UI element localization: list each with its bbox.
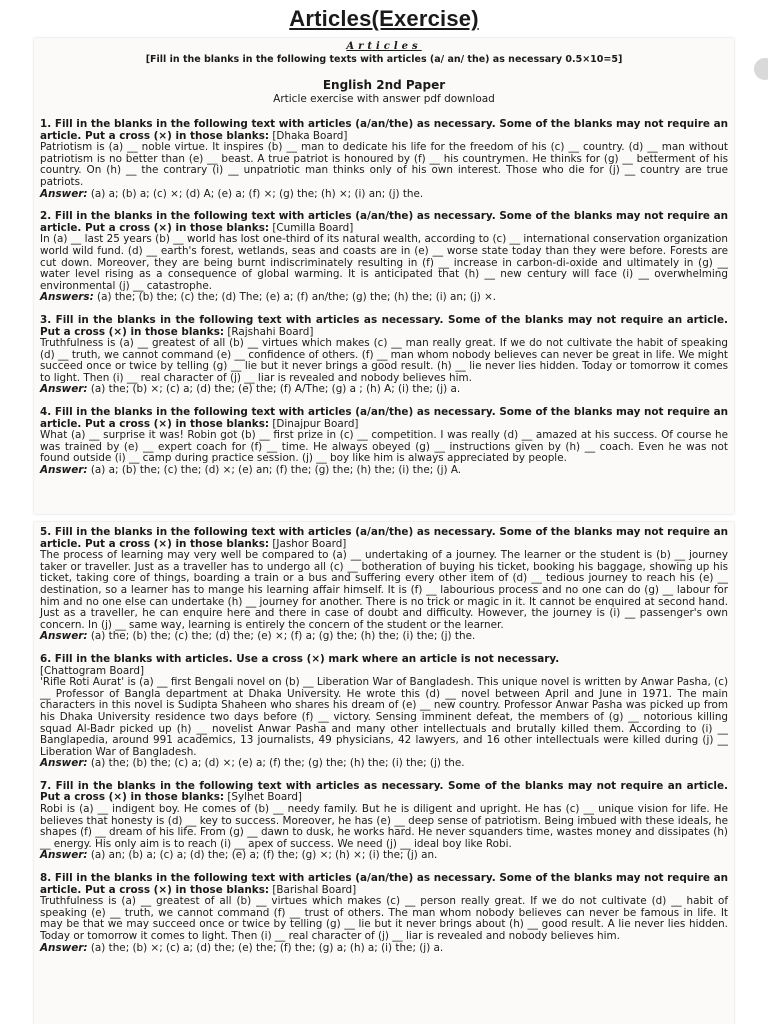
document-title: Articles(Exercise) [289, 6, 479, 31]
board-name: [Rajshahi Board] [224, 325, 314, 338]
board-name: [Sylhet Board] [224, 791, 302, 804]
exercise-4 [40, 407, 728, 477]
exercise-passage: Truthfulness is (a) __ greatest of all (b) __ virtues which makes (c) __ person really great. If we do not cultivate (d) __ habit of speaking (e) __ truth, we cannot command (f) __ trust of others. The man whom nobody believes can never be famous in life. It may be that we may succeed once or twice by telling (g) __ lie but it never brings about (h) __ good result. A lie never lies hidden. Today or tomorrow it comes to light. Then (i) __ real character of (j) __ liar is revealed and nobody believes him. [40, 895, 728, 942]
page-1 [34, 38, 734, 514]
answer-text: (a) a; (b) the; (c) the; (d) ×; (e) an; (f) the; (g) the; (h) the; (i) the; (j) A. [87, 464, 462, 477]
exercise-question: 1. Fill in the blanks in the following text with articles (a/an/the) as necessary. Some of the blanks may not require an article. Put a cross (×) in those blanks: [40, 118, 728, 142]
board-name: [Barishal Board] [269, 883, 357, 896]
exercise-question: 4. Fill in the blanks in the following text with articles (a/an/the) as necessary. Some of the blanks may not require an article. Put a cross (×) in those blanks: [40, 406, 728, 430]
answer-text: (a) the; (b) the; (c) the; (d) The; (e) a; (f) an/the; (g) the; (h) the; (i) an; (j) ×. [93, 291, 497, 304]
answer-text: (a) the; (b) ×; (c) a; (d) the; (e) the; (f) the; (g) a; (h) a; (i) the; (j) a. [87, 941, 444, 954]
board-name: [Cumilla Board] [269, 221, 354, 234]
paper-title: English 2nd Paper [322, 78, 446, 92]
exercise-passage: Robi is (a) __ indigent boy. He comes of (b) __ needy family. But he is diligent and upright. He has (c) __ unique vision for life. He believes that honesty is (d) __ key to success. Moreover, he has (e) __ deep sense of patriotism. Being imbued with these ideals, he shapes (f) __ dream of his life. From (g) __ dawn to dusk, he works hard. He never squanders time, wastes money and dissipates (h) __ energy. His only aim is to reach (i) __ apex of success. We need (j) __ ideal boy like Robi. [40, 803, 728, 850]
answer-text: (a) a; (b) a; (c) ×; (d) A; (e) a; (f) ×; (g) the; (h) ×; (i) an; (j) the. [87, 187, 424, 200]
exercise-passage: The process of learning may very well be compared to (a) __ undertaking of a journey. The learner or the student is (b) __ journey taker or traveller. Just as a traveller has to undergo all (c) __ botheration of buying his ticket, booking his baggage, showing up his ticket, taking core of things, boarding a train or a bus and suffering every other item of (d) __ tedious journey to reach his (e) __ destination, so a learner has to mange his learning affair himself. It is (f) __ labourious process and no one can do (g) __ labour for him and no one else can undertake (h) __ journey for another. There is no trick or magic in it. It cannot be enquired at second hand. Just as a traveller, he can enquire here and there in case of doubt and difficulty. However, the journey is (i) __ passenger's own concern. In (j) __ same way, learning is entirely the concern of the student or the learner. [40, 549, 728, 631]
board-name: [Jashor Board] [269, 537, 347, 550]
answer-label: Answer: [40, 464, 88, 477]
articles-heading: Articles [346, 41, 422, 52]
board-name: [Dinajpur Board] [269, 417, 359, 430]
exercise-passage: 'Rifle Roti Aurat' is (a) __ first Bengali novel on (b) __ Liberation War of Bangladesh. This unique novel is written by Anwar Pasha, (c) __ Professor of Bangla department at Dhaka University. He wrote this (d) __ novel between April and June in 1971. The main characters in this novel is Sudipta Shaheen who shares his dream of (e) __ new country. Professor Anwar Pasha was picked up from his Dhaka University residence two days before (f) __ victory. Sensing imminent defeat, the members of (g) __ notorious killing squad Al-Badr picked up (h) __ novelist Anwar Pasha and many other intellectuals and brutally killed them. According to (i) __ Banglapedia, around 991 academics, 13 journalists, 49 physicians, 42 lawyers, and 16 other intellectuals were killed during (j) __ Liberation War of Bangladesh. [40, 676, 728, 758]
exercise-5 [40, 527, 728, 643]
exercise-6 [40, 654, 728, 770]
exercise-question: 7. Fill in the blanks in the following text with articles as necessary. Some of the blanks may not require an article. Put a cross (×) in those blanks: [40, 779, 728, 804]
exercise-question: 8. Fill in the blanks in the following text with articles (a/an/the) as necessary. Some of the blanks may not require an article. Put a cross (×) in those blanks: [40, 872, 728, 896]
board-name: [Chattogram Board] [40, 664, 145, 677]
answer-label: Answer: [40, 383, 88, 396]
answer-label: Answers: [40, 291, 94, 304]
board-name: [Dhaka Board] [269, 129, 348, 142]
exercise-3 [40, 315, 728, 396]
exercise-passage: Patriotism is (a) __ noble virtue. It inspires (b) __ man to dedicate his life for the freedom of his (c) __ country. (d) __ man without patriotism is no better than (e) __ beast. A true patriot is honoured by (f) __ his countrymen. He thinks for (g) __ betterment of his country. On (h) __ the contrary (i) __ unpatriotic man thinks only of his own interest. Those who die for (j) __ country are true patriots. [40, 141, 728, 188]
exercise-2 [40, 211, 728, 304]
answer-text: (a) the; (b) the; (c) the; (d) the; (e) ×; (f) a; (g) the; (h) the; (i) the; (j) the. [87, 630, 476, 643]
scroll-indicator [754, 58, 768, 80]
worksheet-header [34, 38, 734, 105]
exercise-passage: In (a) __ last 25 years (b) __ world has lost one-third of its natural wealth, according to (c) __ international conservation organization world wild fund. (d) __ earth's forest, wetlands, seas and coasts are in (e) __ worse state today than they were before. Forests are cut down. Moreover, they are being burnt indiscriminately resulting in (f) __ increase in carbon-di-oxide and ultimately in (g) __ water level rising as a consequence of global warming. It is anticipated that (h) __ new century will face (i) __ overwhelming environmental (j) __ catastrophe. [40, 233, 728, 292]
exercise-passage: What (a) __ surprise it was! Robin got (b) __ first prize in (c) __ competition. I was really (d) __ amazed at his success. Of course he was trained by (e) __ expert coach for (f) __ time. He always obeyed (g) __ instructions given by (h) __ coach. Even he was not found outside (i) __ camp during practice session. (j) __ boy like him is always appreciated by people. [40, 429, 728, 465]
page-2 [34, 522, 734, 1024]
exercise-7 [40, 781, 728, 862]
answer-label: Answer: [40, 757, 88, 770]
answer-label: Answer: [40, 941, 88, 954]
answer-label: Answer: [40, 630, 88, 643]
exercise-1 [40, 119, 728, 200]
answer-text: (a) the; (b) the; (c) a; (d) ×; (e) a; (f) the; (g) the; (h) the; (i) the; (j) the. [87, 757, 465, 770]
answer-label: Answer: [40, 187, 88, 200]
exercise-8 [40, 873, 728, 954]
exercise-question: 2. Fill in the blanks in the following text with articles (a/an/the) as necessary. Some of the blanks may not require an article. Put a cross (×) in those blanks: [40, 210, 728, 234]
answer-text: (a) an; (b) a; (c) a; (d) the; (e) a; (f) the; (g) ×; (h) ×; (i) the; (j) an. [87, 849, 438, 862]
instruction-text: [Fill in the blanks in the following texts with articles (a/ an/ the) as necessary 0.5×10=5] [145, 54, 623, 65]
answer-label: Answer: [40, 849, 88, 862]
exercise-question: 6. Fill in the blanks with articles. Use a cross (×) mark where an article is not necessary. [40, 652, 560, 665]
answer-text: (a) the; (b) ×; (c) a; (d) the; (e) the; (f) A/The; (g) a ; (h) A; (i) the; (j) a. [87, 383, 461, 396]
exercise-question: 3. Fill in the blanks in the following text with articles as necessary. Some of the blanks may not require an article. Put a cross (×) in those blanks: [40, 313, 728, 338]
exercise-passage: Truthfulness is (a) __ greatest of all (b) __ virtues which makes (c) __ man really great. If we do not cultivate the habit of speaking (d) __ truth, we cannot command (e) __ confidence of others. (f) __ man whom nobody believes can never be great in life. We might succeed once or twice by telling (g) __ lie but it never brings a good result. (h) __ lie never lies hidden. Today or tomorrow it comes to light. Then (i) __ real character of (j) __ liar is revealed and nobody believes him. [40, 337, 728, 384]
paper-subtitle: Article exercise with answer pdf download [273, 93, 495, 105]
exercise-question: 5. Fill in the blanks in the following text with articles (a/an/the) as necessary. Some of the blanks may not require an article. Put a cross (×) in those blanks: [40, 526, 728, 550]
